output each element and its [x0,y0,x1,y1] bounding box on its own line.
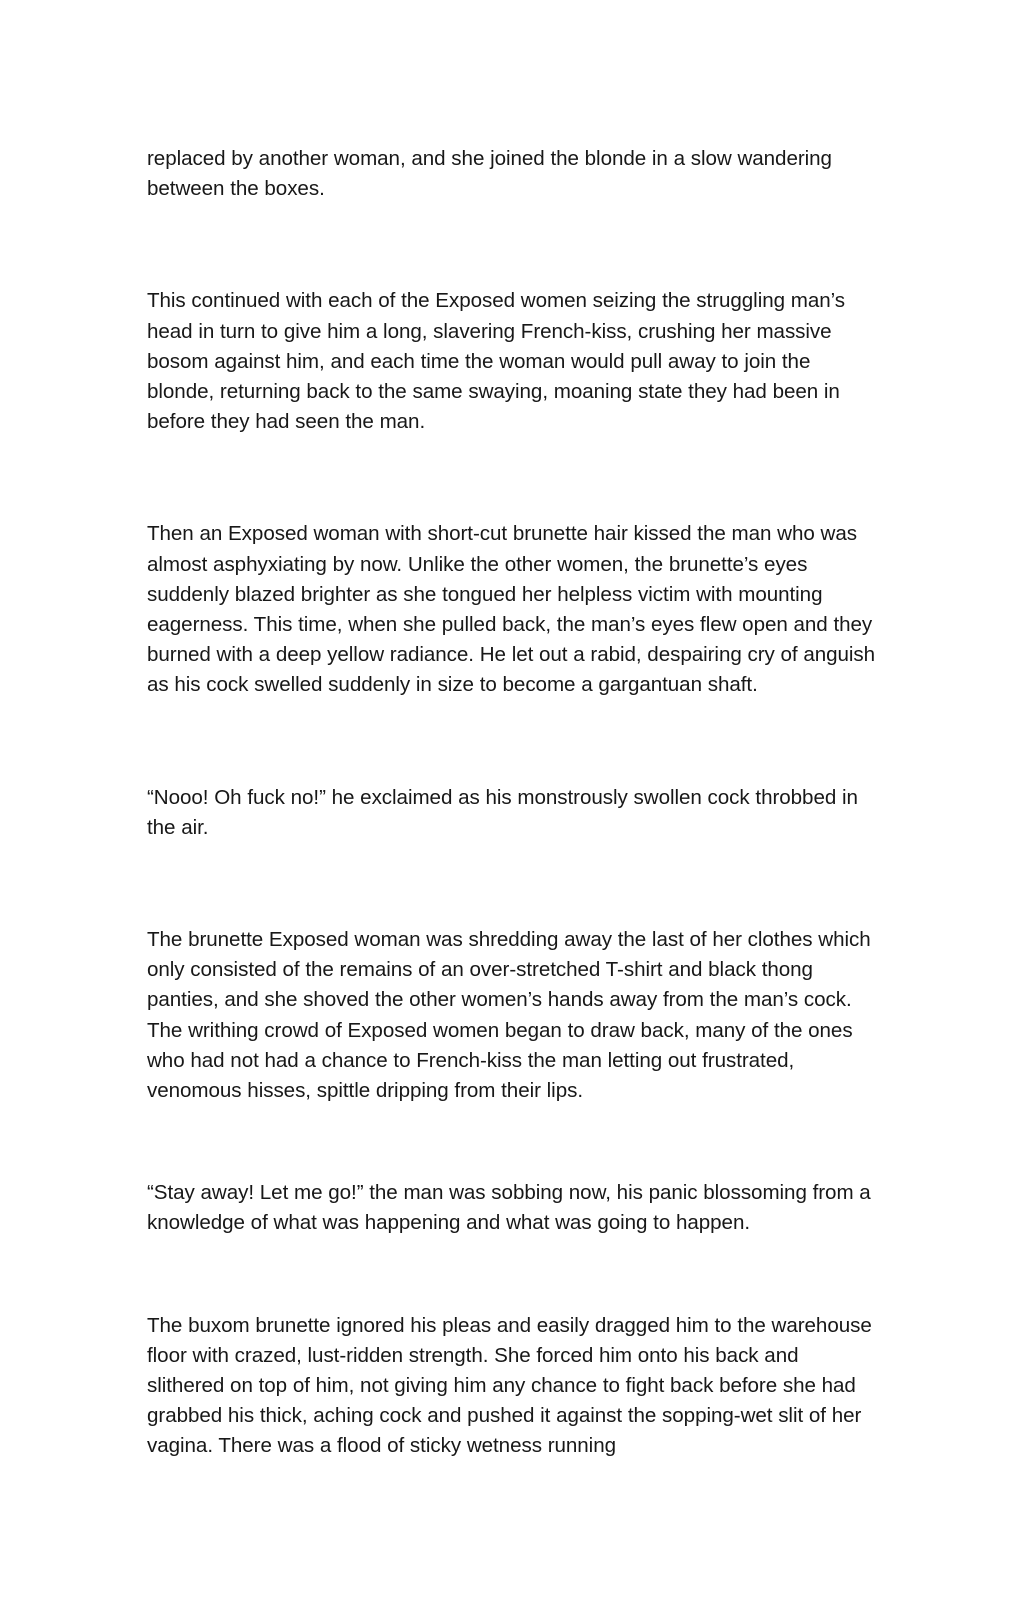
paragraph-6: “Stay away! Let me go!” the man was sobbing now, his panic blossoming from a knowledge of what was happening and what was going to happen. [147,1181,871,1235]
paragraph-spacer [147,204,877,286]
paragraph-7: The buxom brunette ignored his pleas and easily dragged him to the warehouse floor with crazed, lust-ridden strength. She forced him onto his back and slithered on top of him, not giving him any chance to fight back before she had grabbed his thick, aching cock and pushed it against the sopping-wet slit of her vagina. There was a flood of sticky wetness running [147,1313,872,1458]
paragraph-spacer [147,701,877,783]
paragraph-1: replaced by another woman, and she joined the blonde in a slow wandering between the boxes. [147,147,832,201]
paragraph-3: Then an Exposed woman with short-cut brunette hair kissed the man who was almost asphyxiating by now. Unlike the other women, the brunette’s eyes suddenly blazed brighter as she tongued her helpless victim with mounting eagerness. This time, when she pulled back, the man’s eyes flew open and they burned with a deep yellow radiance. He let out a rabid, despairing cry of anguish as his cock swelled suddenly in size to become a gargantuan shaft. [147,522,876,697]
paragraph-2: This continued with each of the Exposed women seizing the struggling man’s head in turn to give him a long, slavering French-kiss, crushing her massive bosom against him, and each time the woman would pull away to join the blonde, returning back to the same swaying, moaning state they had been in before they had seen the man. [147,289,846,434]
paragraph-spacer [147,1106,877,1178]
paragraph-5: The brunette Exposed woman was shredding away the last of her clothes which only consisted of the remains of an over-stretched T-shirt and black thong panties, and she shoved the other women’s hands away from the man’s cock. The writhing crowd of Exposed women began to draw back, many of the ones who had not had a chance to French-kiss the man letting out frustrated, venomous hisses, spittle dripping from their lips. [147,928,871,1103]
paragraph-4: “Nooo! Oh fuck no!” he exclaimed as his monstrously swollen cock throbbed in the air. [147,785,858,839]
paragraph-spacer [147,1239,877,1311]
body-text-column [147,144,877,1462]
paragraph-spacer [147,437,877,519]
paragraph-spacer [147,843,877,925]
